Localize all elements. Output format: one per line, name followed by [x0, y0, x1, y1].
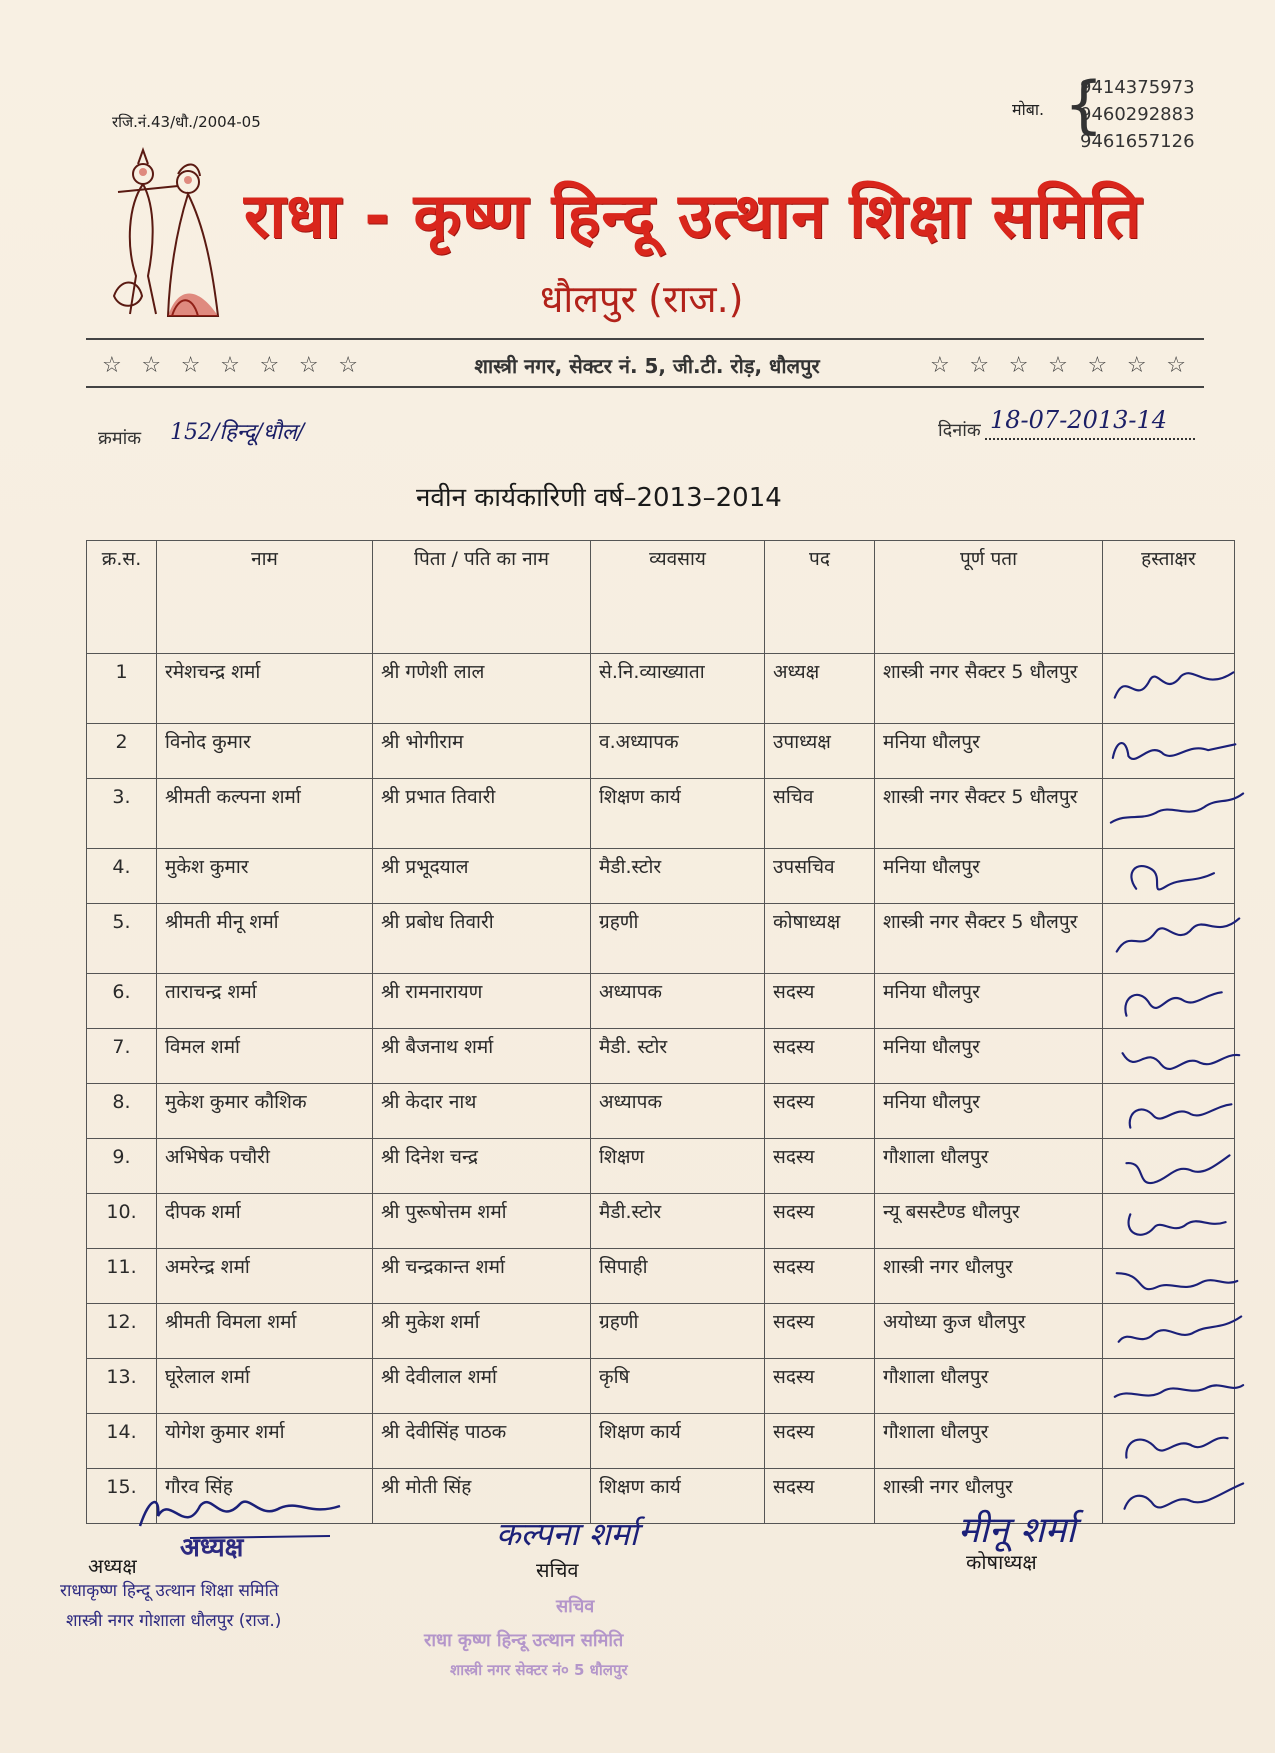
table-row [87, 1194, 1235, 1249]
cell-father: श्री पुरूषोत्तम शर्मा [373, 1194, 591, 1249]
organization-city: धौलपुर (राज.) [540, 277, 744, 321]
cell-sn: 5. [87, 904, 157, 974]
member-signature [1107, 1088, 1247, 1142]
date-label: दिनांक [938, 420, 981, 441]
registration-number: रजि.नं.43/धौ./2004-05 [112, 113, 261, 131]
member-signature [1107, 1253, 1247, 1307]
cell-sn: 10. [87, 1194, 157, 1249]
cell-name: रमेशचन्द्र शर्मा [157, 654, 373, 724]
cell-sn: 15. [87, 1469, 157, 1524]
cell-address: शास्त्री नगर सैक्टर 5 धौलपुर [875, 654, 1103, 724]
mobile-number: 9461657126 [1080, 131, 1195, 152]
member-signature [1107, 1143, 1247, 1197]
cell-signature [1103, 1249, 1235, 1304]
member-signature [1107, 1363, 1247, 1417]
cell-signature [1103, 779, 1235, 849]
date-value: 18-07-2013-14 [990, 406, 1168, 434]
cell-address: शास्त्री नगर धौलपुर [875, 1249, 1103, 1304]
cell-father: श्री रामनारायण [373, 974, 591, 1029]
cell-occupation: मैडी.स्टोर [591, 849, 765, 904]
cell-address: मनिया धौलपुर [875, 1084, 1103, 1139]
column-header: क्र.स. [87, 541, 157, 654]
divider [86, 386, 1204, 388]
cell-occupation: शिक्षण कार्य [591, 779, 765, 849]
table-row [87, 904, 1235, 974]
cell-father: श्री प्रबोध तिवारी [373, 904, 591, 974]
cell-father: श्री मुकेश शर्मा [373, 1304, 591, 1359]
president-stamp-title: अध्यक्ष [180, 1533, 244, 1563]
president-label: अध्यक्ष [88, 1554, 137, 1578]
cell-sn: 7. [87, 1029, 157, 1084]
cell-post: उपसचिव [765, 849, 875, 904]
member-signature [1107, 1418, 1247, 1472]
cell-occupation: मैडी.स्टोर [591, 1194, 765, 1249]
column-header: पद [765, 541, 875, 654]
member-signature [1107, 1308, 1247, 1362]
cell-name: श्रीमती मीनू शर्मा [157, 904, 373, 974]
cell-signature [1103, 654, 1235, 724]
member-signature [1107, 853, 1247, 907]
cell-name: विमल शर्मा [157, 1029, 373, 1084]
cell-address: गौशाला धौलपुर [875, 1414, 1103, 1469]
cell-address: न्यू बसस्टैण्ड धौलपुर [875, 1194, 1103, 1249]
cell-name: ताराचन्द्र शर्मा [157, 974, 373, 1029]
cell-sn: 1 [87, 654, 157, 724]
cell-name: विनोद कुमार [157, 724, 373, 779]
cell-father: श्री भोगीराम [373, 724, 591, 779]
mobile-label: मोबा. [1012, 100, 1045, 119]
table-row [87, 849, 1235, 904]
cell-post: कोषाध्यक्ष [765, 904, 875, 974]
cell-name: अमरेन्द्र शर्मा [157, 1249, 373, 1304]
cell-father: श्री गणेशी लाल [373, 654, 591, 724]
table-row [87, 1249, 1235, 1304]
star-icon: ☆ ☆ ☆ ☆ ☆ ☆ ☆ [102, 353, 365, 378]
table-row [87, 654, 1235, 724]
address-bar [102, 352, 1192, 379]
cell-occupation: ग्रहणी [591, 1304, 765, 1359]
secretary-signature: कल्पना शर्मा [496, 1515, 638, 1553]
cell-post: सदस्य [765, 974, 875, 1029]
cell-sn: 3. [87, 779, 157, 849]
cell-signature [1103, 1194, 1235, 1249]
cell-post: सदस्य [765, 1029, 875, 1084]
mobile-number: 9460292883 [1080, 104, 1195, 125]
cell-name: दीपक शर्मा [157, 1194, 373, 1249]
cell-father: श्री प्रभात तिवारी [373, 779, 591, 849]
table-row [87, 1139, 1235, 1194]
member-signature [1107, 908, 1247, 962]
cell-father: श्री प्रभूदयाल [373, 849, 591, 904]
cell-address: शास्त्री नगर सैक्टर 5 धौलपुर [875, 904, 1103, 974]
cell-father: श्री चन्द्रकान्त शर्मा [373, 1249, 591, 1304]
cell-address: मनिया धौलपुर [875, 974, 1103, 1029]
cell-occupation: शिक्षण [591, 1139, 765, 1194]
divider [86, 338, 1204, 340]
date-underline [985, 438, 1195, 440]
organization-address: शास्त्री नगर, सेक्टर नं. 5, जी.टी. रोड़, धौलपुर [474, 354, 820, 378]
cell-address: गौशाला धौलपुर [875, 1359, 1103, 1414]
cell-address: शास्त्री नगर धौलपुर [875, 1469, 1103, 1524]
president-org-line: शास्त्री नगर गोशाला धौलपुर (राज.) [66, 1611, 282, 1631]
cell-address: गौशाला धौलपुर [875, 1139, 1103, 1194]
column-header: पूर्ण पता [875, 541, 1103, 654]
organization-name: राधा - कृष्ण हिन्दू उत्थान शिक्षा समिति [244, 179, 1142, 252]
cell-occupation: अध्यापक [591, 974, 765, 1029]
treasurer-label: कोषाध्यक्ष [966, 1550, 1037, 1574]
cell-address: मनिया धौलपुर [875, 1029, 1103, 1084]
cell-name: मुकेश कुमार कौशिक [157, 1084, 373, 1139]
cell-signature [1103, 1139, 1235, 1194]
table-row [87, 724, 1235, 779]
cell-post: सदस्य [765, 1359, 875, 1414]
cell-post: सदस्य [765, 1249, 875, 1304]
cell-post: सदस्य [765, 1469, 875, 1524]
secretary-label: सचिव [536, 1558, 579, 1582]
cell-father: श्री मोती सिंह [373, 1469, 591, 1524]
cell-signature [1103, 974, 1235, 1029]
cell-post: सचिव [765, 779, 875, 849]
cell-sn: 13. [87, 1359, 157, 1414]
cell-address: अयोध्या कुज धौलपुर [875, 1304, 1103, 1359]
cell-name: मुकेश कुमार [157, 849, 373, 904]
cell-name: योगेश कुमार शर्मा [157, 1414, 373, 1469]
member-signature [1107, 978, 1247, 1032]
cell-occupation: कृषि [591, 1359, 765, 1414]
cell-sn: 12. [87, 1304, 157, 1359]
cell-signature [1103, 1304, 1235, 1359]
cell-occupation: शिक्षण कार्य [591, 1469, 765, 1524]
mobile-number: 9414375973 [1080, 77, 1195, 98]
cell-occupation: मैडी. स्टोर [591, 1029, 765, 1084]
cell-father: श्री देवीलाल शर्मा [373, 1359, 591, 1414]
table-row [87, 1029, 1235, 1084]
cell-post: अध्यक्ष [765, 654, 875, 724]
cell-sn: 8. [87, 1084, 157, 1139]
cell-signature [1103, 1414, 1235, 1469]
table-row [87, 1084, 1235, 1139]
secretary-stamp-line: शास्त्री नगर सेक्टर नं० 5 धौलपुर [450, 1661, 628, 1679]
cell-post: सदस्य [765, 1304, 875, 1359]
cell-sn: 2 [87, 724, 157, 779]
table-row [87, 1414, 1235, 1469]
member-signature [1107, 658, 1247, 712]
table-row [87, 1359, 1235, 1414]
executive-committee-table [86, 540, 1235, 1524]
brace-icon: { [1064, 68, 1104, 141]
cell-occupation: सिपाही [591, 1249, 765, 1304]
cell-father: श्री देवीसिंह पाठक [373, 1414, 591, 1469]
cell-signature [1103, 1084, 1235, 1139]
cell-occupation: शिक्षण कार्य [591, 1414, 765, 1469]
cell-father: श्री दिनेश चन्द्र [373, 1139, 591, 1194]
table-header-row [87, 541, 1235, 654]
secretary-stamp-line: सचिव [556, 1596, 595, 1617]
cell-signature [1103, 1359, 1235, 1414]
cell-address: मनिया धौलपुर [875, 849, 1103, 904]
cell-post: सदस्य [765, 1414, 875, 1469]
president-org-line: राधाकृष्ण हिन्दू उत्थान शिक्षा समिति [60, 1581, 279, 1601]
document-heading: नवीन कार्यकारिणी वर्ष–2013–2014 [416, 483, 782, 513]
cell-name: श्रीमती कल्पना शर्मा [157, 779, 373, 849]
table-row [87, 1304, 1235, 1359]
member-signature [1107, 728, 1247, 782]
cell-signature [1103, 904, 1235, 974]
cell-sn: 11. [87, 1249, 157, 1304]
cell-father: श्री बैजनाथ शर्मा [373, 1029, 591, 1084]
reference-label: क्रमांक [98, 428, 142, 449]
column-header: नाम [157, 541, 373, 654]
cell-sn: 6. [87, 974, 157, 1029]
cell-sn: 14. [87, 1414, 157, 1469]
cell-name: अभिषेक पचौरी [157, 1139, 373, 1194]
cell-occupation: अध्यापक [591, 1084, 765, 1139]
radha-krishna-logo-icon [108, 146, 228, 326]
cell-name: घूरेलाल शर्मा [157, 1359, 373, 1414]
column-header: पिता / पति का नाम [373, 541, 591, 654]
cell-post: सदस्य [765, 1194, 875, 1249]
secretary-stamp-line: राधा कृष्ण हिन्दू उत्थान समिति [424, 1630, 624, 1651]
cell-occupation: से.नि.व्याख्याता [591, 654, 765, 724]
mobile-numbers [1080, 74, 1195, 155]
cell-sn: 9. [87, 1139, 157, 1194]
cell-post: सदस्य [765, 1084, 875, 1139]
table-row [87, 779, 1235, 849]
cell-name: गौरव सिंह [157, 1469, 373, 1524]
cell-signature [1103, 849, 1235, 904]
star-icon: ☆ ☆ ☆ ☆ ☆ ☆ ☆ [929, 353, 1192, 378]
cell-sn: 4. [87, 849, 157, 904]
member-signature [1107, 783, 1247, 837]
column-header: व्यवसाय [591, 541, 765, 654]
cell-address: मनिया धौलपुर [875, 724, 1103, 779]
cell-occupation: व.अध्यापक [591, 724, 765, 779]
cell-name: श्रीमती विमला शर्मा [157, 1304, 373, 1359]
cell-signature [1103, 1469, 1235, 1524]
treasurer-signature: मीनू शर्मा [958, 1510, 1076, 1551]
column-header: हस्ताक्षर [1103, 541, 1235, 654]
member-signature [1107, 1198, 1247, 1252]
reference-number: 152/हिन्दू/धौल/ [170, 420, 305, 445]
cell-post: सदस्य [765, 1139, 875, 1194]
cell-post: उपाध्यक्ष [765, 724, 875, 779]
member-signature [1107, 1033, 1247, 1087]
cell-occupation: ग्रहणी [591, 904, 765, 974]
cell-address: शास्त्री नगर सैक्टर 5 धौलपुर [875, 779, 1103, 849]
member-signature [1107, 1473, 1247, 1527]
cell-father: श्री केदार नाथ [373, 1084, 591, 1139]
cell-signature [1103, 724, 1235, 779]
table-row [87, 974, 1235, 1029]
cell-signature [1103, 1029, 1235, 1084]
